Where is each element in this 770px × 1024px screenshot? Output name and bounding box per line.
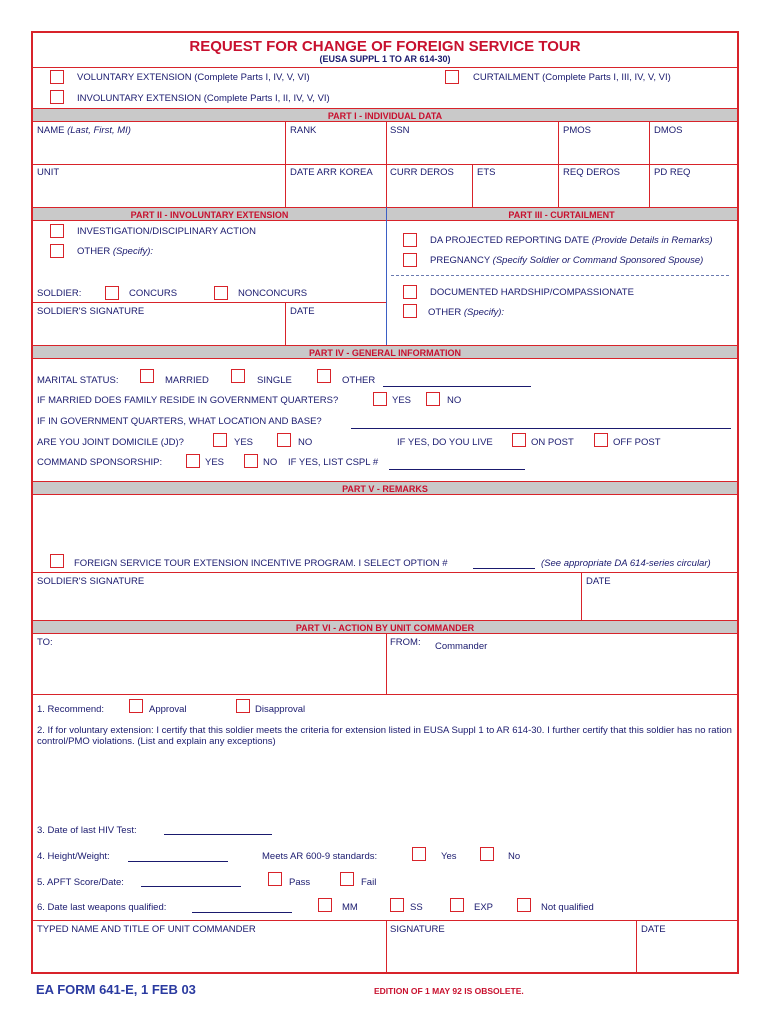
apft-label: 5. APFT Score/Date:	[37, 877, 124, 888]
pass-label: Pass	[289, 877, 311, 888]
meets-no-checkbox[interactable]	[480, 847, 494, 861]
weapons-label: 6. Date last weapons qualified:	[37, 902, 167, 913]
cspl-label: IF YES, LIST CSPL #	[288, 457, 379, 468]
pd-req-label: PD REQ	[654, 167, 691, 178]
pregnancy-hint: (Specify Soldier or Command Sponsored Spouse)	[492, 255, 704, 266]
pass-checkbox[interactable]	[268, 872, 282, 886]
incentive-option-line[interactable]	[473, 568, 535, 569]
part3-other-hint: (Specify):	[463, 307, 505, 318]
dashed-separator	[391, 275, 729, 276]
family-no-label: NO	[447, 395, 462, 406]
part2-other-label	[77, 246, 153, 257]
divider	[386, 122, 387, 208]
part3-other-label	[428, 307, 504, 318]
height-weight-line[interactable]	[128, 861, 228, 862]
part4-header: PART IV - GENERAL INFORMATION	[33, 345, 737, 359]
divider	[33, 572, 737, 573]
commander-date-label: DATE	[641, 924, 666, 935]
off-post-checkbox[interactable]	[594, 433, 608, 447]
approval-checkbox[interactable]	[129, 699, 143, 713]
nonconcurs-checkbox[interactable]	[214, 286, 228, 300]
ssn-label: SSN	[390, 125, 410, 136]
incentive-checkbox[interactable]	[50, 554, 64, 568]
divider	[285, 302, 286, 345]
da-projected-text: DA PROJECTED REPORTING DATE	[430, 235, 590, 246]
jd-no-label: NO	[298, 437, 313, 448]
concurs-label: CONCURS	[129, 288, 178, 299]
approval-label: Approval	[149, 704, 187, 715]
commander-signature-label: SIGNATURE	[390, 924, 445, 935]
jd-yes-label: YES	[234, 437, 254, 448]
divider	[581, 572, 582, 620]
commander-label: Commander	[435, 641, 488, 652]
jd-no-checkbox[interactable]	[277, 433, 291, 447]
form-number: EA FORM 641-E, 1 FEB 03	[36, 982, 196, 997]
hardship-checkbox[interactable]	[403, 285, 417, 299]
hardship-label: DOCUMENTED HARDSHIP/COMPASSIONATE	[430, 287, 634, 298]
typed-name-label: TYPED NAME AND TITLE OF UNIT COMMANDER	[37, 924, 256, 935]
married-checkbox[interactable]	[140, 369, 154, 383]
curtailment-label: CURTAILMENT (Complete Parts I, III, IV, V, VI)	[473, 72, 671, 83]
meets-yes-checkbox[interactable]	[412, 847, 426, 861]
ss-checkbox[interactable]	[390, 898, 404, 912]
form-frame	[31, 31, 739, 974]
req-deros-label: REQ DEROS	[563, 167, 621, 178]
pregnancy-label	[430, 255, 703, 266]
off-post-label: OFF POST	[613, 437, 661, 448]
part2-signature-label: SOLDIER'S SIGNATURE	[37, 306, 145, 317]
live-question: IF YES, DO YOU LIVE	[397, 437, 493, 448]
pregnancy-text: PREGNANCY	[430, 255, 491, 266]
unit-label: UNIT	[37, 167, 60, 178]
part3-header: PART III - CURTAILMENT	[386, 207, 737, 221]
divider	[472, 164, 473, 208]
apft-line[interactable]	[141, 886, 241, 887]
disapproval-label: Disapproval	[255, 704, 306, 715]
fail-label: Fail	[361, 877, 377, 888]
part5-header: PART V - REMARKS	[33, 481, 737, 495]
form-title: REQUEST FOR CHANGE OF FOREIGN SERVICE TOUR	[189, 38, 581, 55]
divider	[558, 122, 559, 208]
certify-statement: 2. If for voluntary extension: I certify that this soldier meets the criteria for extension listed in EUSA Suppl 1 to AR 614-30. I further certify that this soldier has no ration control/PMO violations. (List and explain any exceptions)	[37, 725, 732, 747]
voluntary-extension-checkbox[interactable]	[50, 70, 64, 84]
divider	[636, 920, 637, 974]
voluntary-extension-label: VOLUNTARY EXTENSION (Complete Parts I, IV, V, VI)	[77, 72, 310, 83]
curr-deros-label: CURR DEROS	[390, 167, 454, 178]
part3-other-text: OTHER	[428, 307, 462, 318]
divider	[386, 634, 387, 694]
not-qualified-checkbox[interactable]	[517, 898, 531, 912]
curtailment-checkbox[interactable]	[445, 70, 459, 84]
marital-other-checkbox[interactable]	[317, 369, 331, 383]
on-post-checkbox[interactable]	[512, 433, 526, 447]
on-post-label: ON POST	[531, 437, 574, 448]
hiv-line[interactable]	[164, 834, 272, 835]
from-label: FROM:	[390, 637, 421, 648]
ets-label: ETS	[477, 167, 496, 178]
family-yes-label: YES	[392, 395, 412, 406]
marital-status-label: MARITAL STATUS:	[37, 375, 119, 386]
da-projected-checkbox[interactable]	[403, 233, 417, 247]
not-qualified-label: Not qualified	[541, 902, 594, 913]
ss-label: SS	[410, 902, 423, 913]
part5-signature-label: SOLDIER'S SIGNATURE	[37, 576, 145, 587]
incentive-hint: (See appropriate DA 614-series circular)	[541, 558, 711, 569]
part2-date-label: DATE	[290, 306, 315, 317]
soldier-label: SOLDIER:	[37, 288, 82, 299]
divider	[285, 122, 286, 208]
family-no-checkbox[interactable]	[426, 392, 440, 406]
marital-other-label: OTHER	[342, 375, 376, 386]
investigation-checkbox[interactable]	[50, 224, 64, 238]
involuntary-extension-checkbox[interactable]	[50, 90, 64, 104]
mm-label: MM	[342, 902, 358, 913]
exp-checkbox[interactable]	[450, 898, 464, 912]
concurs-checkbox[interactable]	[105, 286, 119, 300]
nonconcurs-label: NONCONCURS	[238, 288, 308, 299]
family-yes-checkbox[interactable]	[373, 392, 387, 406]
weapons-line[interactable]	[192, 912, 292, 913]
part2-header: PART II - INVOLUNTARY EXTENSION	[33, 207, 386, 221]
rank-label: RANK	[290, 125, 317, 136]
divider	[33, 694, 737, 695]
single-label: SINGLE	[257, 375, 292, 386]
location-line[interactable]	[351, 428, 731, 429]
pmos-label: PMOS	[563, 125, 591, 136]
name-label	[37, 125, 131, 136]
part2-other-text: OTHER	[77, 246, 111, 257]
part2-other-checkbox[interactable]	[50, 244, 64, 258]
part5-date-label: DATE	[586, 576, 611, 587]
sponsorship-no-label: NO	[263, 457, 278, 468]
recommend-label: 1. Recommend:	[37, 704, 105, 715]
meets-no-label: No	[508, 851, 521, 862]
meets-yes-label: Yes	[441, 851, 457, 862]
investigation-label: INVESTIGATION/DISCIPLINARY ACTION	[77, 226, 256, 237]
divider	[649, 122, 650, 208]
marital-other-line[interactable]	[383, 386, 531, 387]
form-subtitle: (EUSA SUPPL 1 TO AR 614-30)	[319, 54, 451, 64]
column-divider	[386, 207, 387, 345]
disapproval-checkbox[interactable]	[236, 699, 250, 713]
date-arr-korea-label: DATE ARR KOREA	[290, 167, 373, 178]
part2-other-hint: (Specify):	[112, 246, 154, 257]
sponsorship-no-checkbox[interactable]	[244, 454, 258, 468]
jd-question: ARE YOU JOINT DOMICILE (JD)?	[37, 437, 184, 448]
involuntary-extension-label: INVOLUNTARY EXTENSION (Complete Parts I, II, IV, V, VI)	[77, 93, 330, 104]
da-projected-label	[430, 235, 713, 246]
part3-other-checkbox[interactable]	[403, 304, 417, 318]
fail-checkbox[interactable]	[340, 872, 354, 886]
exp-label: EXP	[474, 902, 494, 913]
hiv-label: 3. Date of last HIV Test:	[37, 825, 137, 836]
jd-yes-checkbox[interactable]	[213, 433, 227, 447]
da-projected-hint: (Provide Details in Remarks)	[591, 235, 713, 246]
location-question: IF IN GOVERNMENT QUARTERS, WHAT LOCATION AND BASE?	[37, 416, 322, 427]
height-weight-label: 4. Height/Weight:	[37, 851, 110, 862]
divider	[33, 164, 737, 165]
family-quarters-question: IF MARRIED DOES FAMILY RESIDE IN GOVERNMENT QUARTERS?	[37, 395, 339, 406]
edition-notice: EDITION OF 1 MAY 92 IS OBSOLETE.	[374, 986, 524, 996]
name-text: NAME	[37, 125, 65, 136]
meets-standards-label: Meets AR 600-9 standards:	[262, 851, 378, 862]
to-label: TO:	[37, 637, 53, 648]
name-hint: (Last, First, MI)	[67, 125, 131, 136]
sponsorship-yes-label: YES	[205, 457, 225, 468]
part1-header: PART I - INDIVIDUAL DATA	[33, 108, 737, 122]
part6-header: PART VI - ACTION BY UNIT COMMANDER	[33, 620, 737, 634]
cspl-line[interactable]	[389, 469, 525, 470]
sponsorship-yes-checkbox[interactable]	[186, 454, 200, 468]
divider	[33, 67, 737, 68]
single-checkbox[interactable]	[231, 369, 245, 383]
mm-checkbox[interactable]	[318, 898, 332, 912]
pregnancy-checkbox[interactable]	[403, 253, 417, 267]
married-label: MARRIED	[165, 375, 209, 386]
sponsorship-label: COMMAND SPONSORSHIP:	[37, 457, 163, 468]
divider	[33, 920, 737, 921]
divider	[33, 302, 386, 303]
dmos-label: DMOS	[654, 125, 683, 136]
divider	[386, 920, 387, 974]
incentive-label: FOREIGN SERVICE TOUR EXTENSION INCENTIVE PROGRAM. I SELECT OPTION #	[74, 558, 448, 569]
